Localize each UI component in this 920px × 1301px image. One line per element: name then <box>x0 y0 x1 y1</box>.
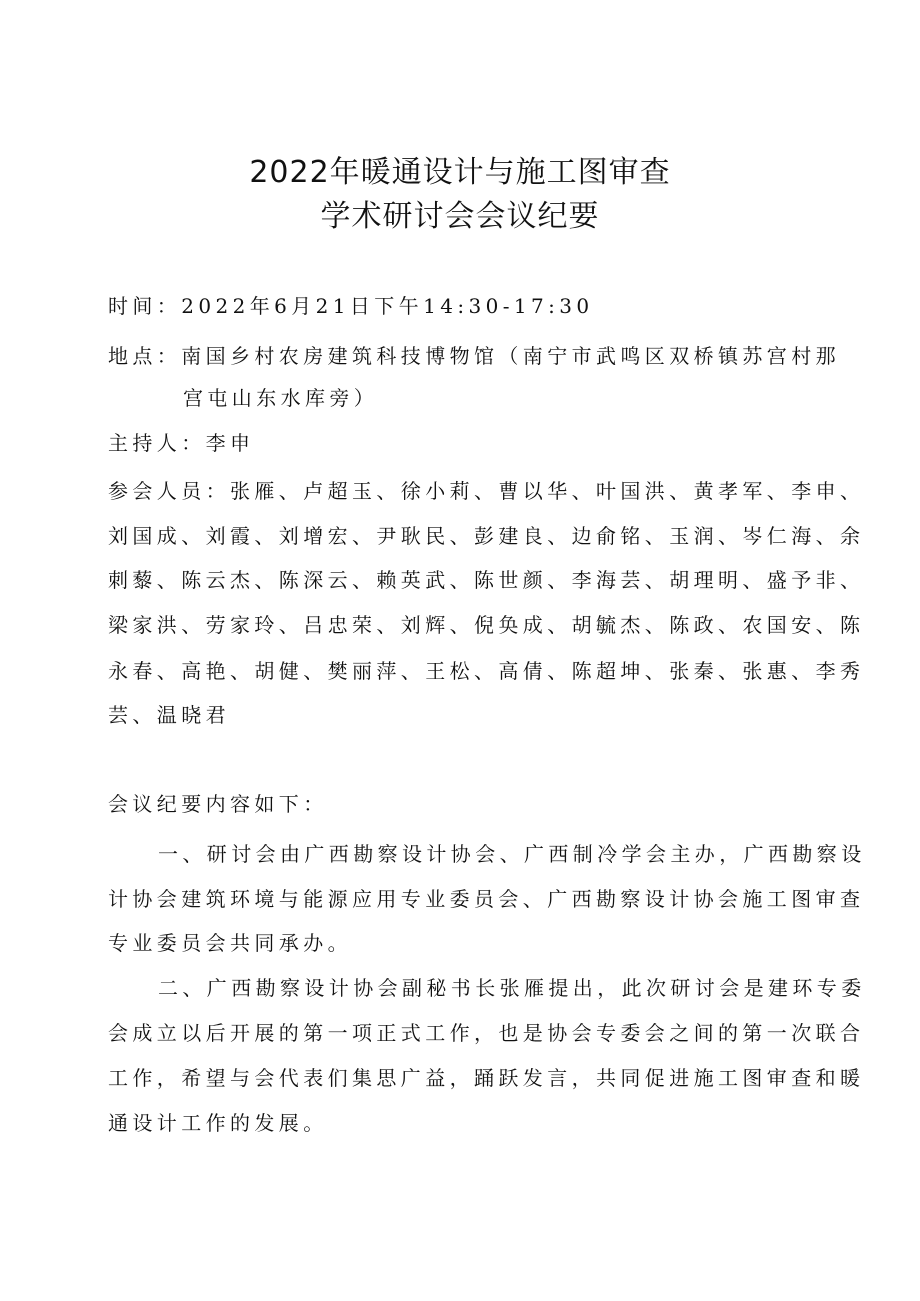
minutes-item-1-line: 计协会建筑环境与能源应用专业委员会、广西勘察设计协会施工图审查 <box>108 887 865 911</box>
attendees-line: 芸、温晓君 <box>108 703 230 727</box>
attendees-line: 刘国成、刘霞、刘增宏、尹耿民、彭建良、边俞铭、玉润、岑仁海、余 <box>108 524 865 548</box>
attendees-line: 永春、高艳、胡健、樊丽萍、王松、高倩、陈超坤、张秦、张惠、李秀 <box>108 659 865 683</box>
meeting-host: 主持人：李申 <box>108 431 255 455</box>
document-title-line-2: 学术研讨会会议纪要 <box>320 199 600 234</box>
minutes-intro: 会议纪要内容如下： <box>108 792 328 816</box>
minutes-item-2-line: 会成立以后开展的第一项正式工作，也是协会专委会之间的第一次联合 <box>108 1021 865 1045</box>
document-title-line-1: 2022年暖通设计与施工图审查 <box>249 155 671 190</box>
minutes-item-1-line: 专业委员会共同承办。 <box>108 931 352 955</box>
attendees-line: 刺藜、陈云杰、陈深云、赖英武、陈世颜、李海芸、胡理明、盛予非、 <box>108 568 865 592</box>
minutes-item-1-line: 一、研讨会由广西勘察设计协会、广西制冷学会主办，广西勘察设 <box>158 842 866 866</box>
attendees-line: 梁家洪、劳家玲、吕忠荣、刘辉、倪奂成、胡毓杰、陈政、农国安、陈 <box>108 613 865 637</box>
meeting-location-line-1: 地点：南国乡村农房建筑科技博物馆（南宁市武鸣区双桥镇苏宫村那 <box>108 344 840 368</box>
meeting-time: 时间：2022年6月21日下午14:30-17:30 <box>108 294 594 318</box>
minutes-item-2-line: 二、广西勘察设计协会副秘书长张雁提出，此次研讨会是建环专委 <box>158 976 866 1000</box>
minutes-item-2-line: 工作，希望与会代表们集思广益，踊跃发言，共同促进施工图审查和暖 <box>108 1066 865 1090</box>
attendees-line: 参会人员：张雁、卢超玉、徐小莉、曹以华、叶国洪、黄孝军、李申、 <box>108 479 865 503</box>
minutes-item-2-line: 通设计工作的发展。 <box>108 1111 328 1135</box>
meeting-location-line-2: 宫屯山东水库旁） <box>183 386 379 410</box>
